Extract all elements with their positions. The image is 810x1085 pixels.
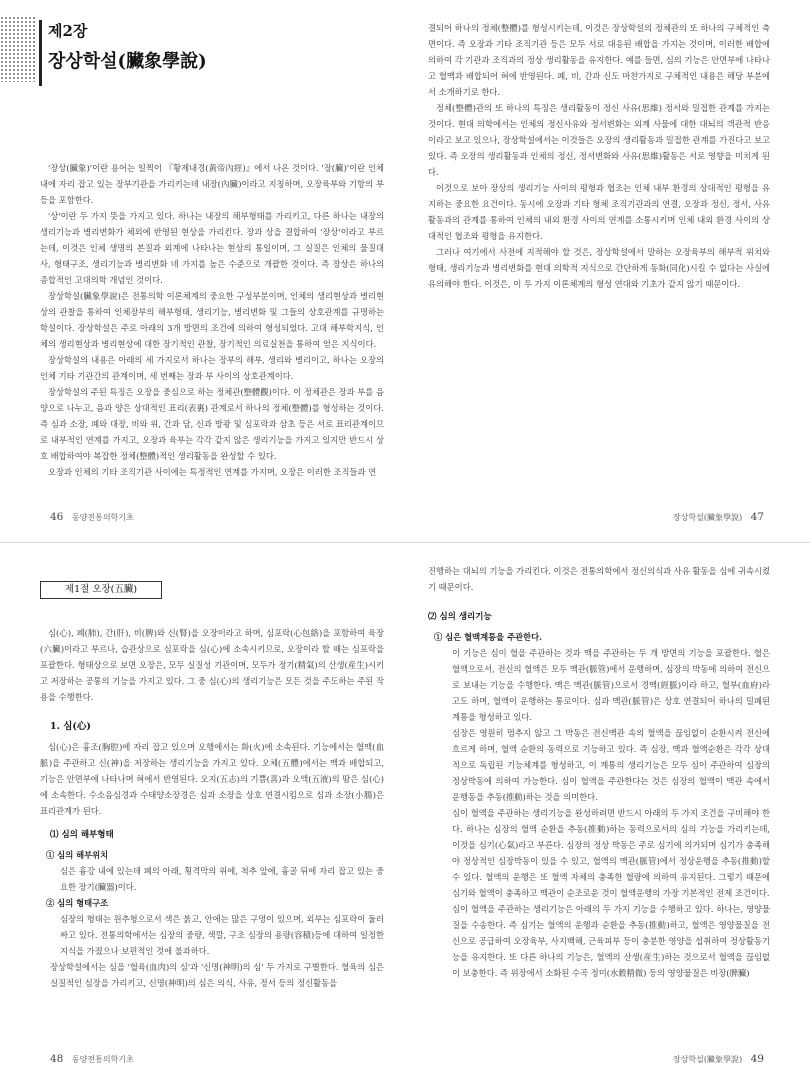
paragraph: 장상학설의 내용은 아래의 세 가지로서 하나는 장부의 해부, 생리와 병리이고, 하나는 오장의 인체 기타 기관간의 관계이며, 세 번째는 장과 부 사이의 상호관계이다.	[40, 355, 384, 381]
chapter-accent-bar	[39, 20, 42, 86]
item-heading: ① 심은 혈맥계통을 주관한다.	[434, 632, 543, 642]
page-number: 49	[750, 1053, 764, 1065]
page-48-body	[40, 625, 384, 991]
paragraph: 심이 혈액을 주관하는 생리기능을 완성하려면 반드시 아래의 두 가지 조건을 구비해야 한다. 하나는 심장의 혈액 순환을 추동(推動)하는 동력으로서의 심의 기능을 가리키는데, 이것을 심기(心氣)라고 부른다. 심장의 정상 박동은 주로 심기에 의거되며 심기가 충족해야 정상적인 심장박동이 있을 수 있고, 혈액의 맥관(脈管)에서 정상운행을 추동(推動)할 수 있다. 혈액의 운행은 또 혈액 자체의 충족한 혈량에 의하여 유지된다. 그렇기 때문에 심기와 혈액이 충족하고 맥관이 순조로운 것이 혈액운행의 가장 기본적인 전제 조건이다.	[452, 808, 770, 898]
dot-pattern-decoration	[0, 16, 36, 82]
page-47-folio	[673, 511, 770, 523]
item-heading: ② 심의 형태구조	[46, 898, 109, 908]
spread-pages-48-49	[0, 543, 810, 1085]
running-head: 동양전통의학기초	[71, 1055, 134, 1064]
paragraph: 심장은 영원히 멈추지 않고 그 박동은 전신맥관 속의 혈액을 끊임없이 순환시켜 전신에 흐르게 하며, 혈액 순환의 동력으로 기능하고 있다. 즉 심장, 맥과 혈액순환은 각각 상대적으로 독립된 기능체계를 형성하고, 이 계통의 생리기능은 모두 심이 주관하여 심장의 정상박동에 의하여 가능한다. 심이 혈액을 주관한다는 것은 심장의 혈액이 맥관 속에서 운행동을 추동(推動)하는 것을 의미한다.	[452, 728, 770, 802]
running-head: 동양전통의학기초	[71, 513, 134, 522]
page-48-folio	[44, 1053, 134, 1065]
paragraph: 정체(整體)관의 또 하나의 특징은 생리활동이 정신 사유(思維) 정서와 밀접한 관계를 가지는 것이다. 현대 의학에서는 인체의 정신사유와 정서변화는 외계 사물에 대한 대뇌의 객관적 반응이라고 보고 있으나, 장상학설에서는 이것들은 오장의 생리활동과 밀접한 관계를 가진다고 보고 있다. 즉 오장의 생리활동과 인체의 정신, 정서변화와 사유(思維)활동은 서로 영향을 미치게 된다.	[428, 103, 770, 177]
page-47-body	[428, 20, 770, 292]
paragraph: 심(心)은 흉조(胸腔)에 자리 잡고 있으며 오행에서는 화(火)에 소속된다. 기능에서는 혈맥(血脈)을 주관하고 신(神)을 저장하는 생리기능을 가지고 있다. 오체(五體)에서는 맥과 배합되고, 기능은 안면부에 나타나며 혀에서 반영된다. 오지(五志)의 기쁨(喜)과 오액(五液)의 땀은 심(心)에 소속한다. 수소음심경과 수태양소장경은 심과 소장을 상호 연결시킴으로 심과 소장(小腸)은 표리관계가 된다.	[40, 742, 384, 816]
paragraph: 이 기능은 심이 혈을 주관하는 것과 맥을 주관하는 두 개 방면의 기능을 포괄한다. 혈은 혈액으로서, 전신의 혈액은 모두 맥관(脈管)에서 운행하며, 심장의 박동에 의하여 전신으로 보내는 기능을 수행한다. 맥은 맥관(脈管)으로서 경맥(經脈)이라 하고, 혈부(血府)라고도 하며, 혈액이 운행하는 통로이다. 심과 맥관(脈管)은 상호 연결되어 하나의 밀폐된 계통을 형성하고 있다.	[452, 648, 770, 722]
paragraph: 심이 혈액을 주관하는 생리기능은 아래의 두 가지 기능을 수행하고 있다. 하나는, 영양물질을 수송한다. 즉 심기는 혈액의 운행과 순환을 추동(推動)하고, 혈액은 영양물질을 전신으로 공급하여 오장육부, 사지백해, 근육피부 등이 충분한 영양을 섭취하여 정상활동기능을 유지한다. 또 다른 하나의 기능은, 혈액의 산생(産生)하는 것으로서 혈액을 끊임없이 보충한다. 즉 위장에서 소화된 수곡 정미(水穀精微) 등의 영양물질은 비장(脾臟)	[452, 904, 770, 978]
page-46-folio	[44, 511, 134, 523]
paragraph: 심은 흉강 내에 있는데 폐의 아래, 횡격막의 위에, 척추 앞에, 흉골 뒤에 자리 잡고 있는 중요한 장기(臟器)이다.	[60, 866, 384, 892]
paragraph: 심(心), 폐(肺), 간(肝), 비(脾)와 신(腎)을 오장이라고 하며, 심포락(心包絡)을 포함하여 육장(六臟)이라고 부르나, 습관상으로 심포락을 심(心)에 소속시키므로, 오장이라 할 때는 심포락을 포괄한다. 형태상으로 보면 오장은, 모두 실질성 기관이며, 모두가 정기(精氣)의 산생(産生)시키고 저장하는 공통의 기능을 가지고 있다. 그 중 심(心)의 생리기능은 모든 것을 주도하는 주된 작용을 수행한다.	[40, 628, 384, 702]
subsection-heading: ⑵ 심의 생리기능	[428, 612, 492, 622]
page-46-body	[40, 160, 384, 480]
page-49-body	[428, 563, 770, 981]
paragraph: 장상학설(臟象學說)은 전통의학 이론체계의 중요한 구성부분이며, 인체의 생리현상과 병리현상의 관찰을 통하여 인체장부의 해부형태, 생리기능, 병리변화 및 그들의 상호관계를 규명하는 학설이다. 장상학설은 주로 아래의 3개 방면의 조건에 의하여 형성되었다. 고대 해부학지식, 인체의 생리현상과 병리현상에 대한 장기적인 관찰, 장기적인 의료실천을 통하여 얻은 지식이다.	[40, 291, 384, 349]
page-number: 47	[750, 511, 764, 523]
page-49-folio	[673, 1053, 770, 1065]
running-head: 장상학설(臟象學說)	[672, 513, 743, 522]
running-head: 장상학설(臟象學說)	[672, 1055, 743, 1064]
paragraph: 장상학설에서는 심을 '혈육(血肉)의 심'과 '신명(神明)의 심' 두 가지로 구별한다. 혈육의 심은 실질적인 심장을 가리키고, 신명(神明)의 심은 의식, 사유, 정서 등의 정신활동을	[50, 962, 384, 988]
paragraph: 심장의 형태는 원추형으로서 색은 붉고, 안에는 많은 구멍이 있으며, 외부는 심포락이 둘러싸고 있다. 전통의학에서는 심장의 중량, 색깔, 구조 심장의 용량(容積)등에 대하여 일정한 지식을 가졌으나 보편적인 것에 불과하다.	[60, 914, 384, 956]
page-number: 48	[50, 1053, 64, 1065]
paragraph: 이것으로 보아 장상의 생리기능 사이의 평형과 협조는 인체 내부 환경의 상대적인 평형을 유지하는 중요한 요건이다. 동시에 오장과 기타 형체 조직기관과의 연결, 오장과 정신, 정서, 사유활동과의 관계를 통하여 인체의 내외 환경 사이의 연계를 소통시키며 인체 내외 환경 사이의 상대적인 협조와 평형을 유지한다.	[428, 183, 770, 241]
chapter-title: 장상학설(臟象學說)	[48, 51, 207, 72]
paragraph: '상'이란 두 가지 뜻을 가지고 있다. 하나는 내장의 해부형태를 가리키고, 다른 하나는 내장의 생리기능과 병리변화가 체외에 반영된 현상을 가리킨다. 장과 상을 결합하여 '장상'이라고 부르는데, 이것은 인체 생명의 본질과 외계에 나타나는 현상의 통일이며, 그 실질은 인체의 물질대사, 형태구조, 생리기능과 병리변화 네 가지를 높은 수준으로 개괄한 것이다. 즉 장상은 하나의 종합적인 고대의학 개념인 것이다.	[40, 211, 384, 285]
paragraph: 장상학설의 주된 특징은 오장을 중심으로 하는 정체관(整體觀)이다. 이 정체관은 장과 부를 음양으로 나누고, 음과 양은 상대적인 표리(表裏) 관계로서 하나의 정체(整體)를 형성하는 것이다. 즉 심과 소장, 폐와 대장, 비와 위, 간과 담, 신과 방광 및 심포락과 삼초 등은 서로 표리관계이므로 내부적인 연계를 가지고, 오장과 육부는 각각 같지 않은 생리기능을 가지고 있지만 반드시 상호 배합하여야 복잡한 정체(整體)적인 생리활동을 완성할 수 있다.	[40, 387, 384, 461]
paragraph: 그러나 여기에서 사전에 지적해야 할 것은, 장상학설에서 말하는 오장육부의 해부적 위치와 형태, 생리기능과 병리변화를 현대 의학적 지식으로 간단하게 동화(同化)시킬 수 없다는 사실에 유의해야 한다. 이것은, 이 두 가지 이론체계의 형성 연대와 기초가 같지 않기 때문이다.	[428, 247, 770, 289]
page-number: 46	[50, 511, 64, 523]
chapter-number: 제2장	[48, 22, 88, 40]
spread-pages-46-47	[0, 0, 810, 542]
item-heading: ① 심의 해부위치	[46, 850, 109, 860]
paragraph: 오장과 인체의 기타 조직기관 사이에는 특정적인 연계를 가지며, 오장은 이러한 조직들과 연	[48, 467, 377, 477]
paragraph: 결되어 하나의 정체(整體)를 형성시키는데, 이것은 장상학설의 정체관의 또 하나의 구체적인 측면이다. 즉 오장과 기타 조직기관 등은 모두 서로 대응된 배합을 가지는 것이며, 이러한 배합에 의하여 각 기관과 조직과의 정상 생리활동을 유지한다. 예를 들면, 심의 기능은 안면부에 나타나고 혈맥과 배합되어 혀에 반영된다. 폐, 비, 간과 신도 마찬가지로 구체적인 내용은 해당 부분에서 소개하기로 한다.	[428, 23, 770, 97]
section-heading: 1. 심(心)	[50, 721, 91, 732]
paragraph: 진행하는 대뇌의 기능을 가리킨다. 이것은 전통의학에서 정신의식과 사유 활동을 심에 귀속시켰기 때문이다.	[428, 566, 770, 592]
paragraph: '장상(臟象)'이란 용어는 일찍이 『황제내경(黃帝內經)』에서 나온 것이다. '장(臟)'이란 인체 내에 자리 잡고 있는 장부기관을 가리키는데 내장(內臟)이라고 지칭하며, 오장육부와 기항의 부 등을 포함한다.	[40, 163, 384, 205]
section-title-box: 제1절 오장(五臟)	[40, 581, 162, 599]
subsection-heading: ⑴ 심의 해부형태	[50, 830, 114, 840]
